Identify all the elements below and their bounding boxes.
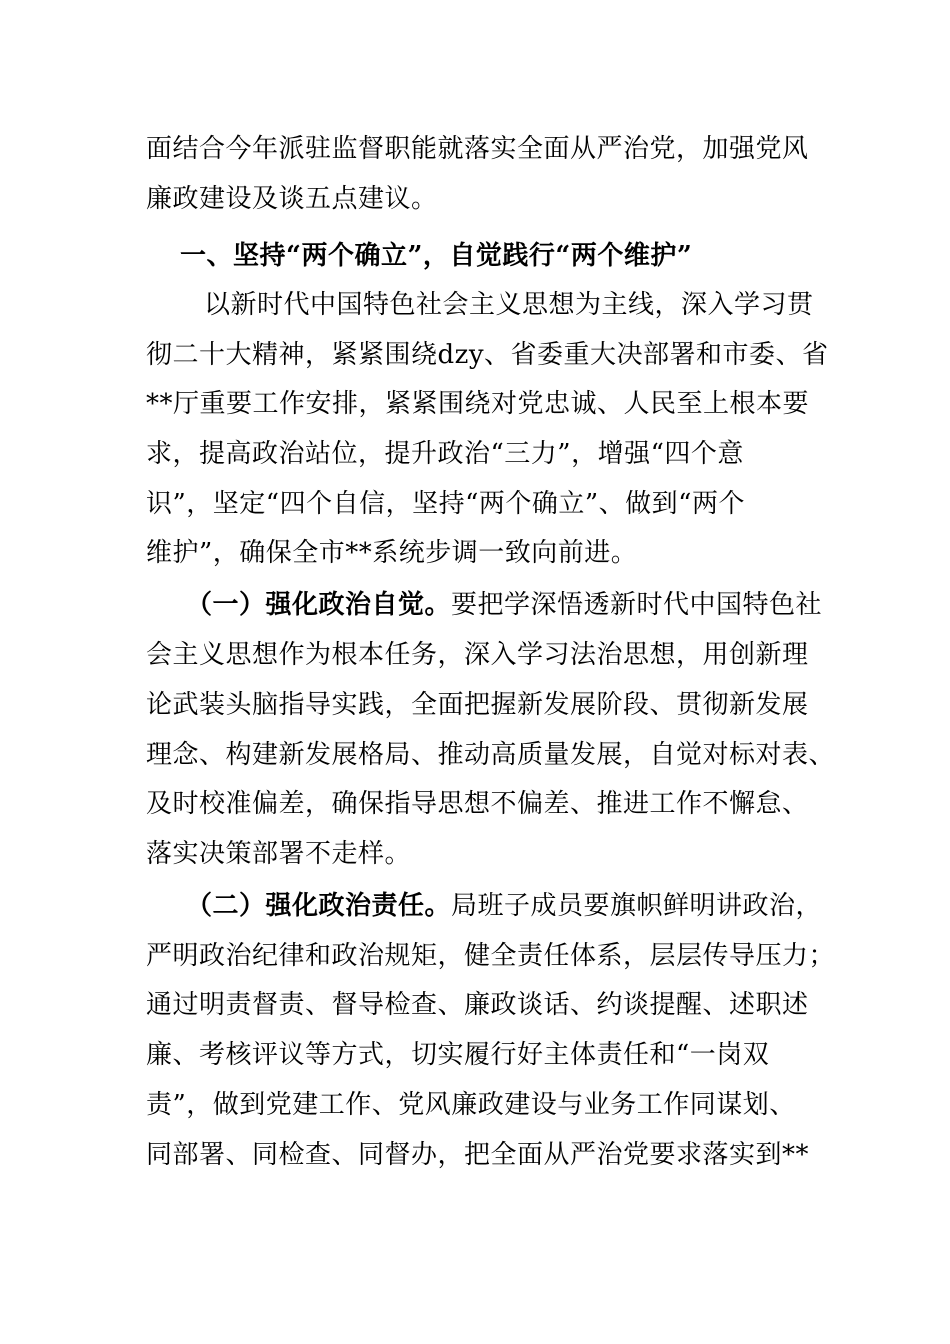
body-text-line: 同部署、同检查、同督办，把全面从严治党要求落实到** bbox=[146, 1140, 810, 1170]
body-text-line: 及时校准偏差，确保指导思想不偏差、推进工作不懈怠、 bbox=[146, 789, 809, 819]
body-text-line: 落实决策部署不走样。 bbox=[146, 839, 412, 869]
body-text-line: 识”，坚定“四个自信，坚持“两个确立”、做到“两个 bbox=[146, 489, 745, 519]
subheading: （二）强化政治责任。 bbox=[186, 891, 452, 921]
body-text-line: 通过明责督责、督导检查、廉政谈话、约谈提醒、述职述 bbox=[146, 990, 809, 1020]
body-text-line: 廉、考核评议等方式，切实履行好主体责任和“一岗双 bbox=[146, 1040, 770, 1070]
body-text-line: 彻二十大精神，紧紧围绕dzy、省委重大决部署和市委、省 bbox=[146, 340, 829, 370]
section-heading: 一、坚持“两个确立”，自觉践行“两个维护” bbox=[180, 241, 693, 271]
body-text-line: 以新时代中国特色社会主义思想为主线，深入学习贯 bbox=[204, 290, 814, 320]
body-text-line: **厅重要工作安排，紧紧围绕对党忠诚、人民至上根本要 bbox=[146, 389, 810, 419]
body-text-line: 求，提高政治站位，提升政治“三力”，增强“四个意 bbox=[146, 439, 744, 469]
body-text-line: 维护”，确保全市**系统步调一致向前进。 bbox=[146, 538, 638, 568]
paragraph-text: 局班子成员要旗帜鲜明讲政治， bbox=[451, 891, 823, 921]
body-text-line: 理念、构建新发展格局、推动高质量发展，自觉对标对表、 bbox=[146, 740, 836, 770]
paragraph-first-line bbox=[186, 588, 822, 622]
subheading: （一）强化政治自觉。 bbox=[186, 590, 452, 620]
body-text-line: 面结合今年派驻监督职能就落实全面从严治党，加强党风 bbox=[146, 134, 809, 164]
paragraph-text: 要把学深悟透新时代中国特色社 bbox=[451, 590, 823, 620]
body-text-line: 责”，做到党建工作、党风廉政建设与业务工作同谋划、 bbox=[146, 1090, 796, 1120]
body-text-line: 严明政治纪律和政治规矩，健全责任体系，层层传导压力； bbox=[146, 941, 836, 971]
body-text-line: 会主义思想作为根本任务，深入学习法治思想，用创新理 bbox=[146, 640, 809, 670]
body-text-line: 廉政建设及谈五点建议。 bbox=[146, 184, 438, 214]
paragraph-first-line bbox=[186, 889, 822, 923]
body-text-line: 论武装头脑指导实践，全面把握新发展阶段、贯彻新发展 bbox=[146, 690, 809, 720]
